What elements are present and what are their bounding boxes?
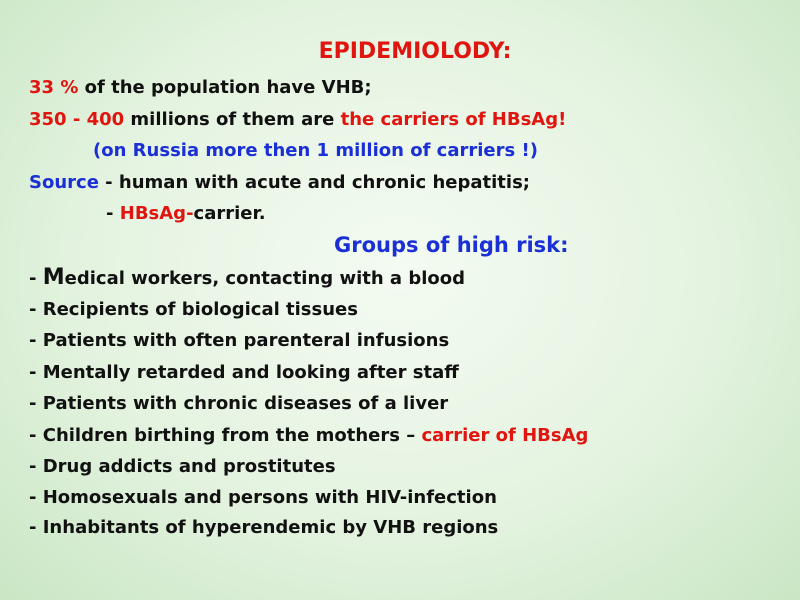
risk-item-chronic-liver: - Patients with chronic diseases of a liver [29, 393, 449, 414]
risk-item-dash: - [29, 268, 43, 289]
source-line [29, 171, 530, 195]
risk-item-hiv: - Homosexuals and persons with HIV-infection [29, 487, 497, 508]
risk-item-text: edical workers, contacting with a blood [64, 268, 466, 289]
carriers-highlight: the carriers of HBsAg! [340, 109, 567, 130]
carrier-dash: - [106, 203, 120, 224]
groups-heading: Groups of high risk: [334, 233, 569, 257]
risk-item-children-text: - Children birthing from the mothers – [29, 425, 422, 446]
risk-item-parenteral: - Patients with often parenteral infusions [29, 330, 450, 351]
carrier-word: carrier. [193, 203, 266, 224]
carrier-line [106, 202, 266, 226]
russia-note: (on Russia more then 1 million of carriers !) [93, 140, 538, 161]
risk-item-mentally-retarded: - Mentally retarded and looking after staff [29, 362, 459, 383]
source-label: Source [29, 172, 99, 193]
carrier-hbsag: HBsAg- [119, 203, 194, 224]
carriers-text: millions of them are [124, 109, 341, 130]
population-percent: 33 % [29, 77, 79, 98]
slide-title: EPIDEMIOLODY: [318, 39, 512, 64]
risk-item-children [29, 424, 588, 448]
population-line [29, 76, 372, 100]
population-text: of the population have VHB; [78, 77, 372, 98]
risk-item-first-letter: M [42, 265, 65, 290]
source-text: - human with acute and chronic hepatitis; [98, 172, 530, 193]
risk-item-medical-workers [29, 266, 465, 291]
risk-item-children-highlight: carrier of HBsAg [421, 425, 589, 446]
risk-item-drug-addicts: - Drug addicts and prostitutes [29, 456, 336, 477]
carriers-line [29, 108, 566, 132]
risk-item-hyperendemic: - Inhabitants of hyperendemic by VHB regions [29, 517, 499, 538]
carriers-range: 350 - 400 [29, 109, 125, 130]
risk-item-recipients: - Recipients of biological tissues [29, 299, 358, 320]
